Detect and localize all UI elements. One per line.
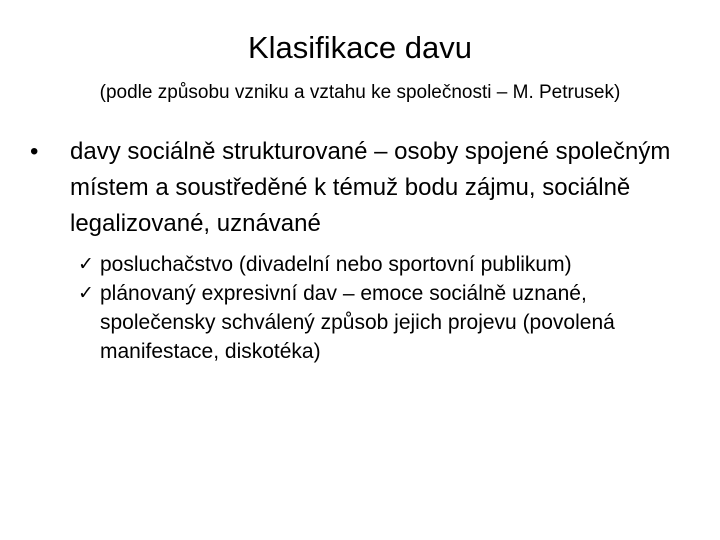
sub-list [26,250,696,366]
bullet-list [26,134,696,366]
bullet-text: davy sociálně strukturované – osoby spojené společným místem a soustředěné k témuž bodu zájmu, sociálně legalizované, uznávané [70,138,671,237]
checkmark-icon: ✓ [78,254,94,275]
bullet-marker: • [30,138,39,165]
bullet-item [26,134,696,242]
sub-item [78,250,696,279]
slide-title: Klasifikace davu [247,30,472,65]
slide-subtitle: (podle způsobu vzniku a vztahu ke společnosti – M. Petrusek) [99,82,621,103]
sub-item [78,279,696,366]
checkmark-icon: ✓ [78,283,94,304]
sub-item-text: plánovaný expresivní dav – emoce sociálně uznané, společensky schválený způsob jejich projevu (povolená manifestace, diskotéka) [100,282,615,363]
sub-item-text: posluchačstvo (divadelní nebo sportovní publikum) [100,253,572,276]
